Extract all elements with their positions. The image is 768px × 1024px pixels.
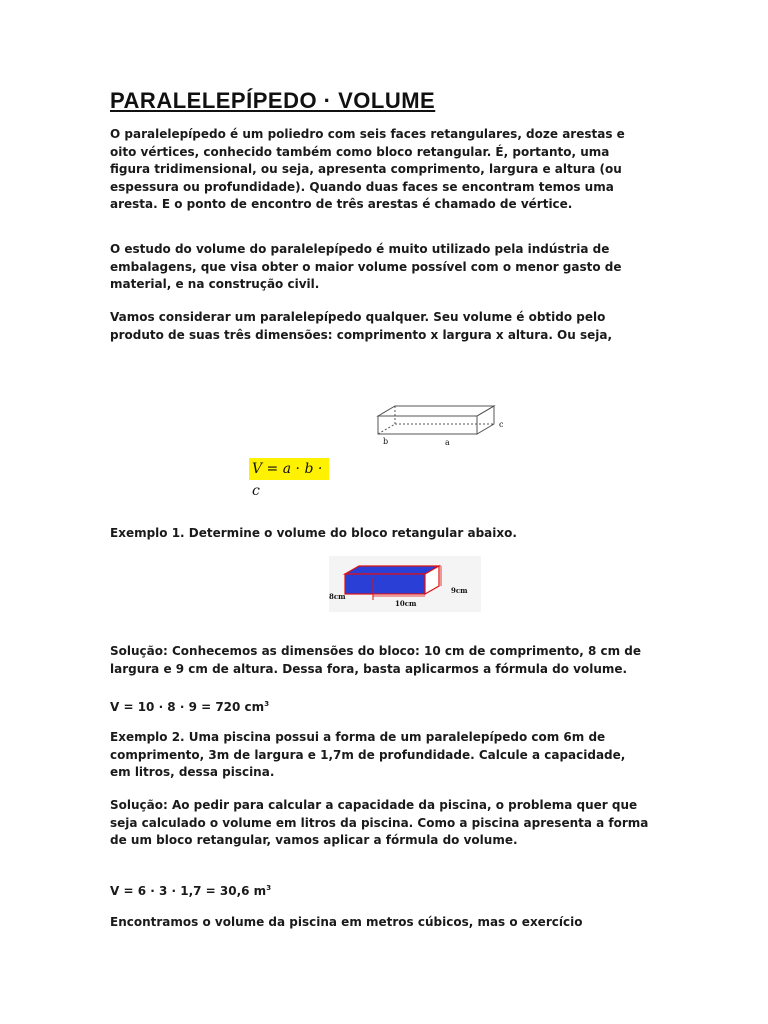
example-2-statement: Exemplo 2. Uma piscina possui a forma de um paralelepípedo com 6m de comprimento, 3m de largura e 1,7m de profundidade. Calcule a capacidade, em litros, dessa piscina.: [110, 730, 626, 779]
usage-paragraph: O estudo do volume do paralelepípedo é muito utilizado pela indústria de embalagens, que visa obter o maior volume possível com o menor gasto de material, e na construção civil.: [110, 242, 622, 291]
definition-paragraph: Vamos considerar um paralelepípedo qualquer. Seu volume é obtido pelo produto de suas três dimensões: comprimento x largura x altura. Ou seja,: [110, 310, 613, 342]
result-2-exponent: 3: [266, 884, 272, 892]
result-2: [110, 880, 650, 901]
result-1: [110, 696, 650, 717]
closing-paragraph: Encontramos o volume da piscina em metros cúbicos, mas o exercício: [110, 915, 583, 929]
block-top-face: [345, 566, 439, 574]
solution-2-paragraph: Solução: Ao pedir para calcular a capacidade da piscina, o problema quer que seja calculado o volume em litros da piscina. Como a piscina apresenta a forma de um bloco retangular, vamos aplicar a fórmula do volume.: [110, 798, 649, 847]
label-a: a: [445, 438, 450, 447]
label-length: 10cm: [395, 599, 417, 608]
box-side-face: [477, 406, 494, 434]
result-1-exponent: 3: [264, 700, 270, 708]
result-2-text: V = 6 · 3 · 1,7 = 30,6 m: [110, 884, 267, 898]
intro-paragraph: O paralelepípedo é um poliedro com seis faces retangulares, doze arestas e oito vértices, conhecido também como bloco retangular. É, portanto, uma figura tridimensional, ou seja, apresenta comprimento, largura e altura (ou espessura ou profundidade). Quando duas faces se encontram temos uma aresta. E o ponto de encontro de três arestas é chamado de vértice.: [110, 127, 625, 211]
label-b: b: [383, 437, 389, 446]
result-1-text: V = 10 · 8 · 9 = 720 cm: [110, 700, 265, 714]
block-front-face: [345, 574, 425, 594]
label-width: 8cm: [329, 592, 346, 601]
blue-block-diagram: [329, 556, 481, 612]
label-c: c: [499, 420, 504, 429]
page-title: PARALELEPÍPEDO · VOLUME: [110, 88, 436, 113]
volume-formula: V = a · b · c: [249, 458, 329, 480]
solution-1-paragraph: Solução: Conhecemos as dimensões do bloco: 10 cm de comprimento, 8 cm de largura e 9 cm de altura. Dessa fora, basta aplicarmos a fórmula do volume.: [110, 644, 642, 676]
box-diagram: [375, 400, 510, 450]
label-height: 9cm: [451, 586, 468, 595]
example-1-statement: Exemplo 1. Determine o volume do bloco retangular abaixo.: [110, 526, 517, 540]
